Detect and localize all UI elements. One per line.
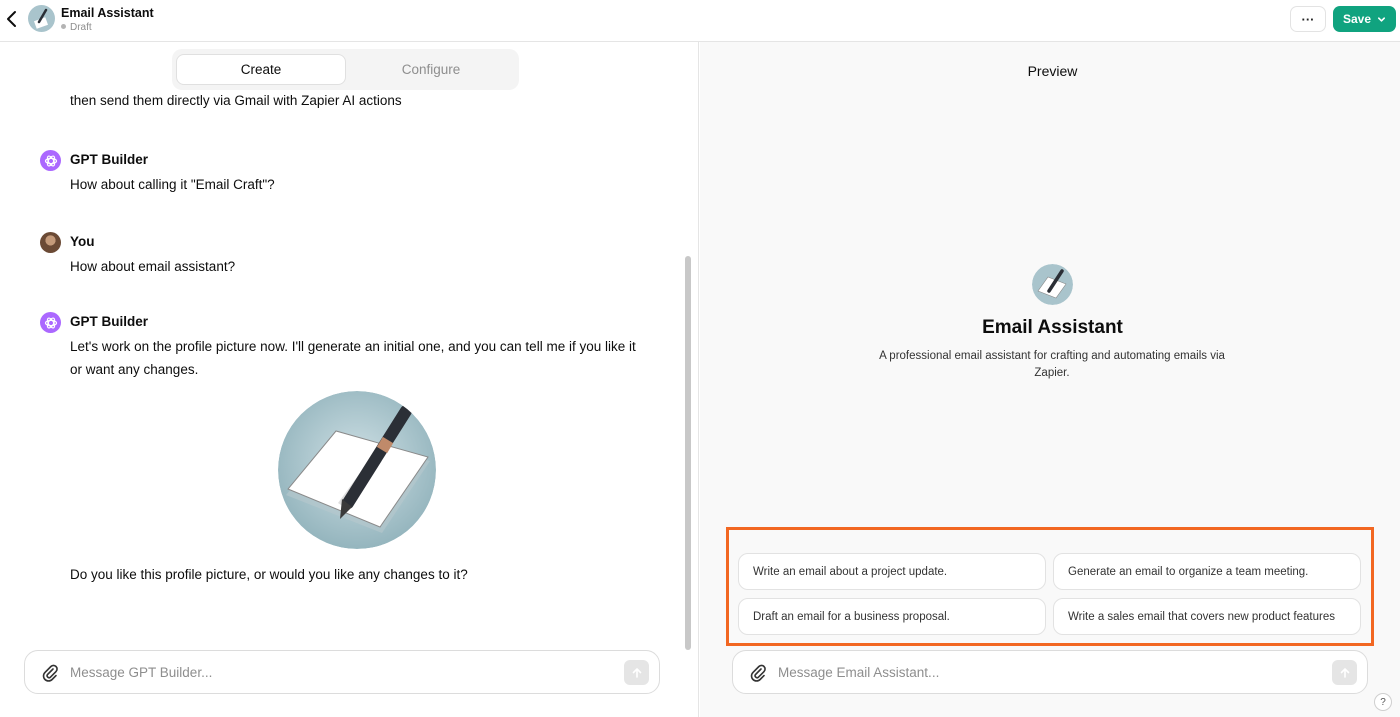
conversation-starter[interactable]: Write a sales email that covers new product features (1053, 598, 1361, 635)
top-bar (0, 0, 1400, 42)
message-author: GPT Builder (70, 152, 149, 167)
mode-tabs (172, 49, 519, 90)
gpt-name: Email Assistant (982, 317, 1123, 338)
paperclip-icon[interactable] (41, 663, 59, 683)
status-dot (61, 24, 66, 29)
tab-create[interactable]: Create (176, 54, 346, 85)
message-text: Let's work on the profile picture now. I'll generate an initial one, and you can tell me if you like it or want any changes. (70, 339, 636, 377)
preview-message-input[interactable] (778, 662, 1318, 682)
paperclip-icon[interactable] (749, 663, 767, 683)
message-text-partial: then send them directly via Gmail with Zapier AI actions (70, 93, 402, 108)
gpt-builder-avatar (40, 312, 61, 333)
conversation-starter[interactable]: Write an email about a project update. (738, 553, 1046, 590)
builder-composer (24, 650, 660, 694)
message-text: How about email assistant? (70, 259, 236, 274)
conversation-starter[interactable]: Draft an email for a business proposal. (738, 598, 1046, 635)
gpt-description: A professional email assistant for crafting and automating emails via Zapier. (879, 350, 1225, 379)
preview-title: Preview (1027, 63, 1078, 79)
tab-configure[interactable]: Configure (401, 62, 461, 77)
message-author: GPT Builder (70, 314, 149, 329)
openai-logo-icon (44, 316, 58, 330)
back-arrow-icon[interactable] (4, 9, 20, 29)
send-button[interactable] (624, 660, 649, 685)
conversation-starter[interactable]: Generate an email to organize a team meeting. (1053, 553, 1361, 590)
generated-profile-picture[interactable] (278, 391, 436, 549)
send-button[interactable] (1332, 660, 1357, 685)
message-text: How about calling it "Email Craft"? (70, 177, 275, 192)
message-author: You (70, 234, 95, 249)
status-text: Draft (70, 22, 92, 33)
gpt-builder-avatar (40, 150, 61, 171)
builder-panel (0, 42, 699, 717)
arrow-up-icon (1339, 667, 1351, 679)
more-options-button[interactable]: ··· (1290, 6, 1326, 32)
message-text: Do you like this profile picture, or would you like any changes to it? (70, 567, 468, 582)
gpt-profile-icon (1032, 264, 1073, 305)
arrow-up-icon (631, 667, 643, 679)
status-badge (61, 22, 92, 33)
gpt-avatar-icon (28, 5, 55, 32)
app-title: Email Assistant (61, 6, 154, 20)
save-button[interactable] (1333, 6, 1396, 32)
scrollbar[interactable] (685, 256, 691, 650)
openai-logo-icon (44, 154, 58, 168)
builder-message-input[interactable] (70, 662, 610, 682)
user-avatar (40, 232, 61, 253)
help-button[interactable]: ? (1374, 693, 1392, 711)
chevron-down-icon (1377, 15, 1386, 24)
save-label: Save (1343, 12, 1372, 26)
preview-composer (732, 650, 1368, 694)
